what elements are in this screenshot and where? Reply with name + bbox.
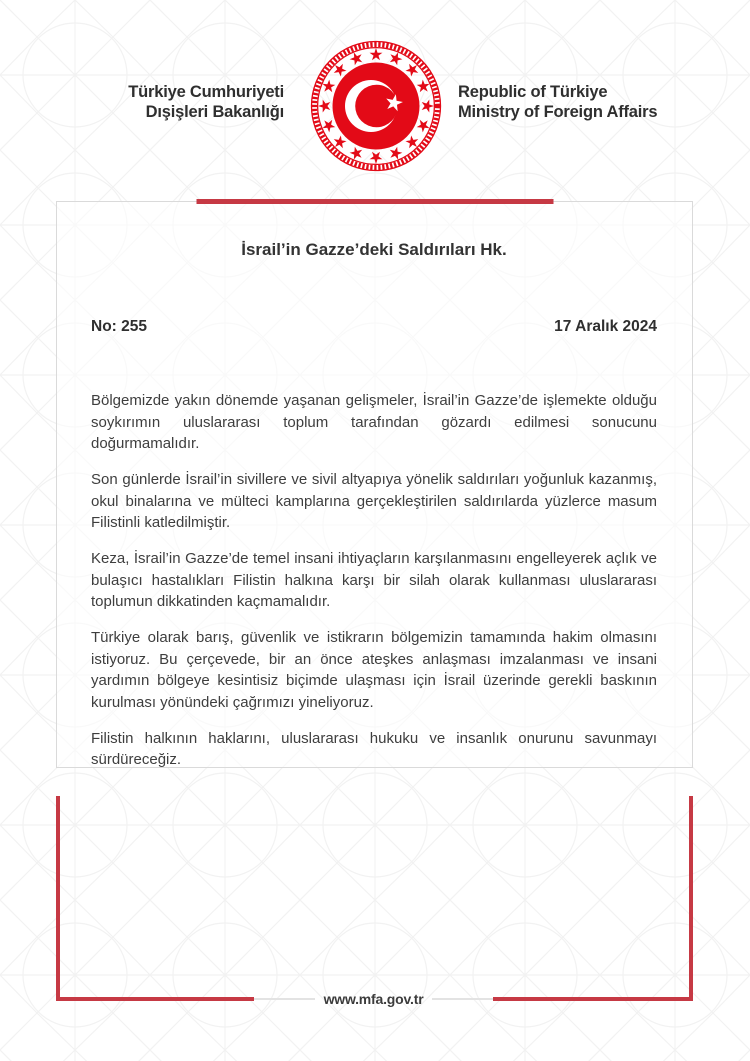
red-accent-bar <box>196 199 553 204</box>
press-release-card <box>56 201 693 768</box>
body-paragraph: Bölgemizde yakın dönemde yaşanan gelişmeler, İsrail’in Gazze’de işlemekte olduğu soykırımın uluslararası toplum tarafından gözardı edilmesi sonucunu doğurmamalıdır. <box>91 392 657 452</box>
footer-divider-left <box>254 998 315 1000</box>
body-paragraph: Son günlerde İsrail’in sivillere ve sivil altyapıya yönelik saldırıları yoğunluk kazanmış, okul binalarına ve mülteci kamplarına gerçekleştirilen saldırılarda yüzlerce masum Filistinli katledilmiştir. <box>91 471 657 531</box>
doc-number: No: 255 <box>91 318 147 335</box>
org-en-line1: Republic of Türkiye <box>458 83 608 101</box>
footer <box>56 990 693 1007</box>
press-release-body <box>91 390 657 771</box>
doc-date: 17 Aralık 2024 <box>554 318 657 335</box>
org-tr-line2: Dışişleri Bakanlığı <box>145 103 284 121</box>
body-paragraph: Türkiye olarak barış, güvenlik ve istikrarın bölgemizin tamamında hakim olmasını istiyoruz. Bu çerçevede, bir an önce ateşkes anlaşması imzalanması ve insani yardımın bölgeye kesintisiz biçimde ulaşması için İsrail üzerinde gerekli baskının kurulması yönündeki çağrımızı yineliyoruz. <box>91 629 657 711</box>
org-en-line2: Ministry of Foreign Affairs <box>458 103 658 121</box>
press-release-title: İsrail’in Gazze’deki Saldırıları Hk. <box>241 240 507 259</box>
red-corner-frame <box>56 796 693 1000</box>
turkiye-mfa-emblem-icon <box>310 40 442 172</box>
body-paragraph: Keza, İsrail’in Gazze’de temel insani ihtiyaçların karşılanmasını engelleyerek açlık ve bulaşıcı hastalıkları Filistin halkına karşı bir silah olarak kullanması uluslararası toplumun dikkatinden kaçmamalıdır. <box>91 550 657 610</box>
footer-divider-right <box>432 998 493 1000</box>
footer-red-line-right <box>493 997 693 1001</box>
body-paragraph: Filistin halkının haklarını, uluslararası hukuku ve insanlık onurunu savunmayı sürdüreceğiz. <box>91 729 657 768</box>
footer-url-link[interactable]: www.mfa.gov.tr <box>323 990 424 1007</box>
footer-red-line-left <box>56 997 254 1001</box>
org-tr-line1: Türkiye Cumhuriyeti <box>128 83 284 101</box>
doc-meta-row <box>91 317 657 336</box>
org-name-turkish <box>128 82 284 122</box>
org-name-english <box>458 82 657 122</box>
